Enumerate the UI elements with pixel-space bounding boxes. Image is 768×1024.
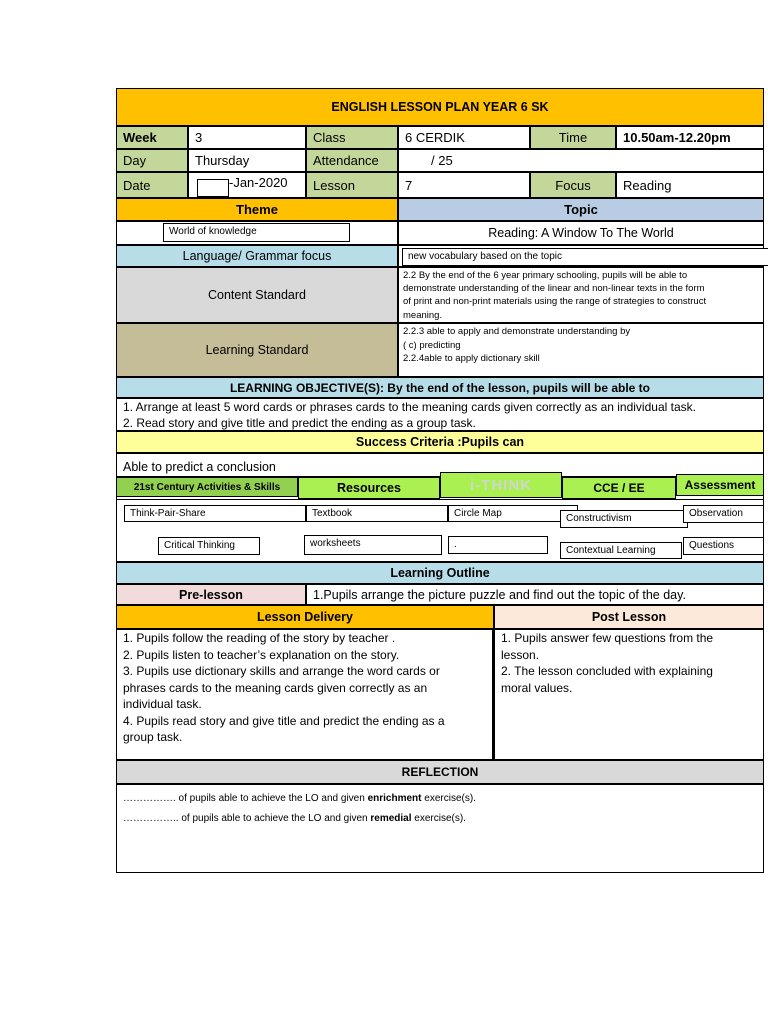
- resource-item-2: worksheets: [304, 535, 442, 555]
- content-standard-line: of print and non-print materials using the range of strategies to construct: [403, 296, 707, 308]
- theme-label: Theme: [116, 198, 398, 221]
- content-standard-line: meaning.: [403, 309, 443, 321]
- success-criteria-label: Success Criteria :Pupils can: [116, 431, 764, 453]
- date-value: -Jan-2020: [229, 175, 288, 190]
- post-lesson-steps: [494, 629, 764, 760]
- content-standard-line: 2.2 By the end of the 6 year primary schooling, pupils will be able to: [403, 270, 688, 281]
- date-day-blank: [197, 179, 229, 197]
- reflection-label: REFLECTION: [116, 760, 764, 784]
- enrichment-word: enrichment: [367, 793, 422, 804]
- class-label: Class: [306, 126, 398, 149]
- post-line: moral values.: [501, 680, 573, 695]
- learning-outline-label: Learning Outline: [116, 562, 764, 584]
- remedial-word: remedial: [370, 813, 412, 824]
- post-line: lesson.: [501, 647, 540, 662]
- focus-label: Focus: [530, 172, 616, 198]
- week-label: Week: [116, 126, 188, 149]
- delivery-line: phrases cards to the meaning cards given correctly as an: [123, 680, 428, 695]
- objective-item: 1. Arrange at least 5 word cards or phrases cards to the meaning cards given correctly as an individual task.: [123, 400, 696, 414]
- learning-standard-line: 2.2.3 able to apply and demonstrate understanding by: [403, 326, 631, 337]
- reflection-text: exercise(s).: [421, 793, 476, 804]
- week-value: 3: [188, 126, 306, 149]
- delivery-line: 4. Pupils read story and give title and predict the ending as a: [123, 713, 445, 728]
- post-line: 2. The lesson concluded with explaining: [501, 664, 713, 678]
- content-standard-line: demonstrate understanding of the linear and non-linear texts in the form: [403, 283, 705, 295]
- time-value: 10.50am-12.20pm: [616, 126, 764, 149]
- lesson-label: Lesson: [306, 172, 398, 198]
- prelesson-value: 1.Pupils arrange the picture puzzle and find out the topic of the day.: [306, 584, 764, 605]
- reflection-text: exercise(s).: [411, 813, 466, 824]
- learning-standard-line: 2.2.4able to apply dictionary skill: [403, 353, 540, 364]
- lesson-delivery-label: Lesson Delivery: [116, 605, 494, 629]
- assessment-item-1: Observation: [683, 505, 764, 523]
- reflection-remedial-line: [123, 809, 757, 829]
- c21-item-2: Critical Thinking: [158, 537, 260, 555]
- topic-value: Reading: A Window To The World: [398, 221, 764, 245]
- resource-item-1: Textbook: [306, 505, 448, 522]
- cce-item-2: Contextual Learning: [560, 542, 682, 559]
- assessment-header: Assessment: [676, 474, 764, 496]
- attendance-value: [398, 149, 764, 172]
- grammar-label: Language/ Grammar focus: [116, 245, 398, 267]
- reflection-text: …………….. of pupils able to achieve the LO and given: [123, 813, 371, 824]
- day-label: Day: [116, 149, 188, 172]
- grammar-value: new vocabulary based on the topic: [402, 248, 768, 266]
- topic-label: Topic: [398, 198, 764, 221]
- reflection-enrichment-line: [123, 789, 757, 809]
- c21-item-1: Think-Pair-Share: [124, 505, 306, 522]
- cce-item-1: Constructivism: [560, 510, 688, 528]
- lesson-value: 7: [398, 172, 530, 198]
- attendance-count: / 25: [431, 153, 453, 168]
- lesson-delivery-steps: [116, 629, 494, 760]
- time-label: Time: [530, 126, 616, 149]
- attendance-label: Attendance: [306, 149, 398, 172]
- ithink-header: [440, 472, 562, 498]
- learning-standard-label: Learning Standard: [116, 323, 398, 377]
- objective-list: [116, 398, 764, 431]
- date-label: Date: [116, 172, 188, 198]
- prelesson-label: Pre-lesson: [116, 584, 306, 605]
- ithink-logo: i-THINK: [470, 476, 532, 494]
- reflection-text: ……………. of pupils able to achieve the LO and given: [123, 793, 368, 804]
- delivery-line: individual task.: [123, 697, 202, 711]
- content-standard-text: [398, 267, 764, 323]
- delivery-line: 2. Pupils listen to teacher’s explanation on the story.: [123, 647, 400, 662]
- day-value: Thursday: [188, 149, 306, 172]
- learning-standard-text: [398, 323, 764, 377]
- delivery-line: 3. Pupils use dictionary skills and arrange the word cards or: [123, 664, 440, 678]
- reflection-body: [116, 784, 764, 873]
- class-value: 6 CERDIK: [398, 126, 530, 149]
- success-criteria-value: Able to predict a conclusion: [116, 453, 764, 477]
- delivery-line: 1. Pupils follow the reading of the story by teacher .: [123, 631, 396, 645]
- learning-standard-line: ( c) predicting: [403, 339, 461, 351]
- objective-item: 2. Read story and give title and predict the ending as a group task.: [123, 416, 476, 430]
- post-line: 1. Pupils answer few questions from the: [501, 631, 714, 645]
- delivery-line: group task.: [123, 730, 183, 744]
- plan-title: ENGLISH LESSON PLAN YEAR 6 SK: [116, 88, 764, 126]
- date-value-cell: [188, 172, 306, 198]
- c21-skills-header: 21st Century Activities & Skills: [116, 477, 298, 497]
- cce-header: CCE / EE: [562, 477, 676, 499]
- assessment-item-2: Questions: [683, 537, 764, 555]
- post-lesson-label: Post Lesson: [494, 605, 764, 629]
- ithink-item-1: Circle Map: [448, 505, 578, 522]
- ithink-item-2: .: [448, 536, 548, 554]
- resources-header: Resources: [298, 477, 440, 499]
- theme-value: World of knowledge: [163, 223, 350, 242]
- objective-label: LEARNING OBJECTIVE(S): By the end of the lesson, pupils will be able to: [116, 377, 764, 398]
- content-standard-label: Content Standard: [116, 267, 398, 323]
- focus-value: Reading: [616, 172, 764, 198]
